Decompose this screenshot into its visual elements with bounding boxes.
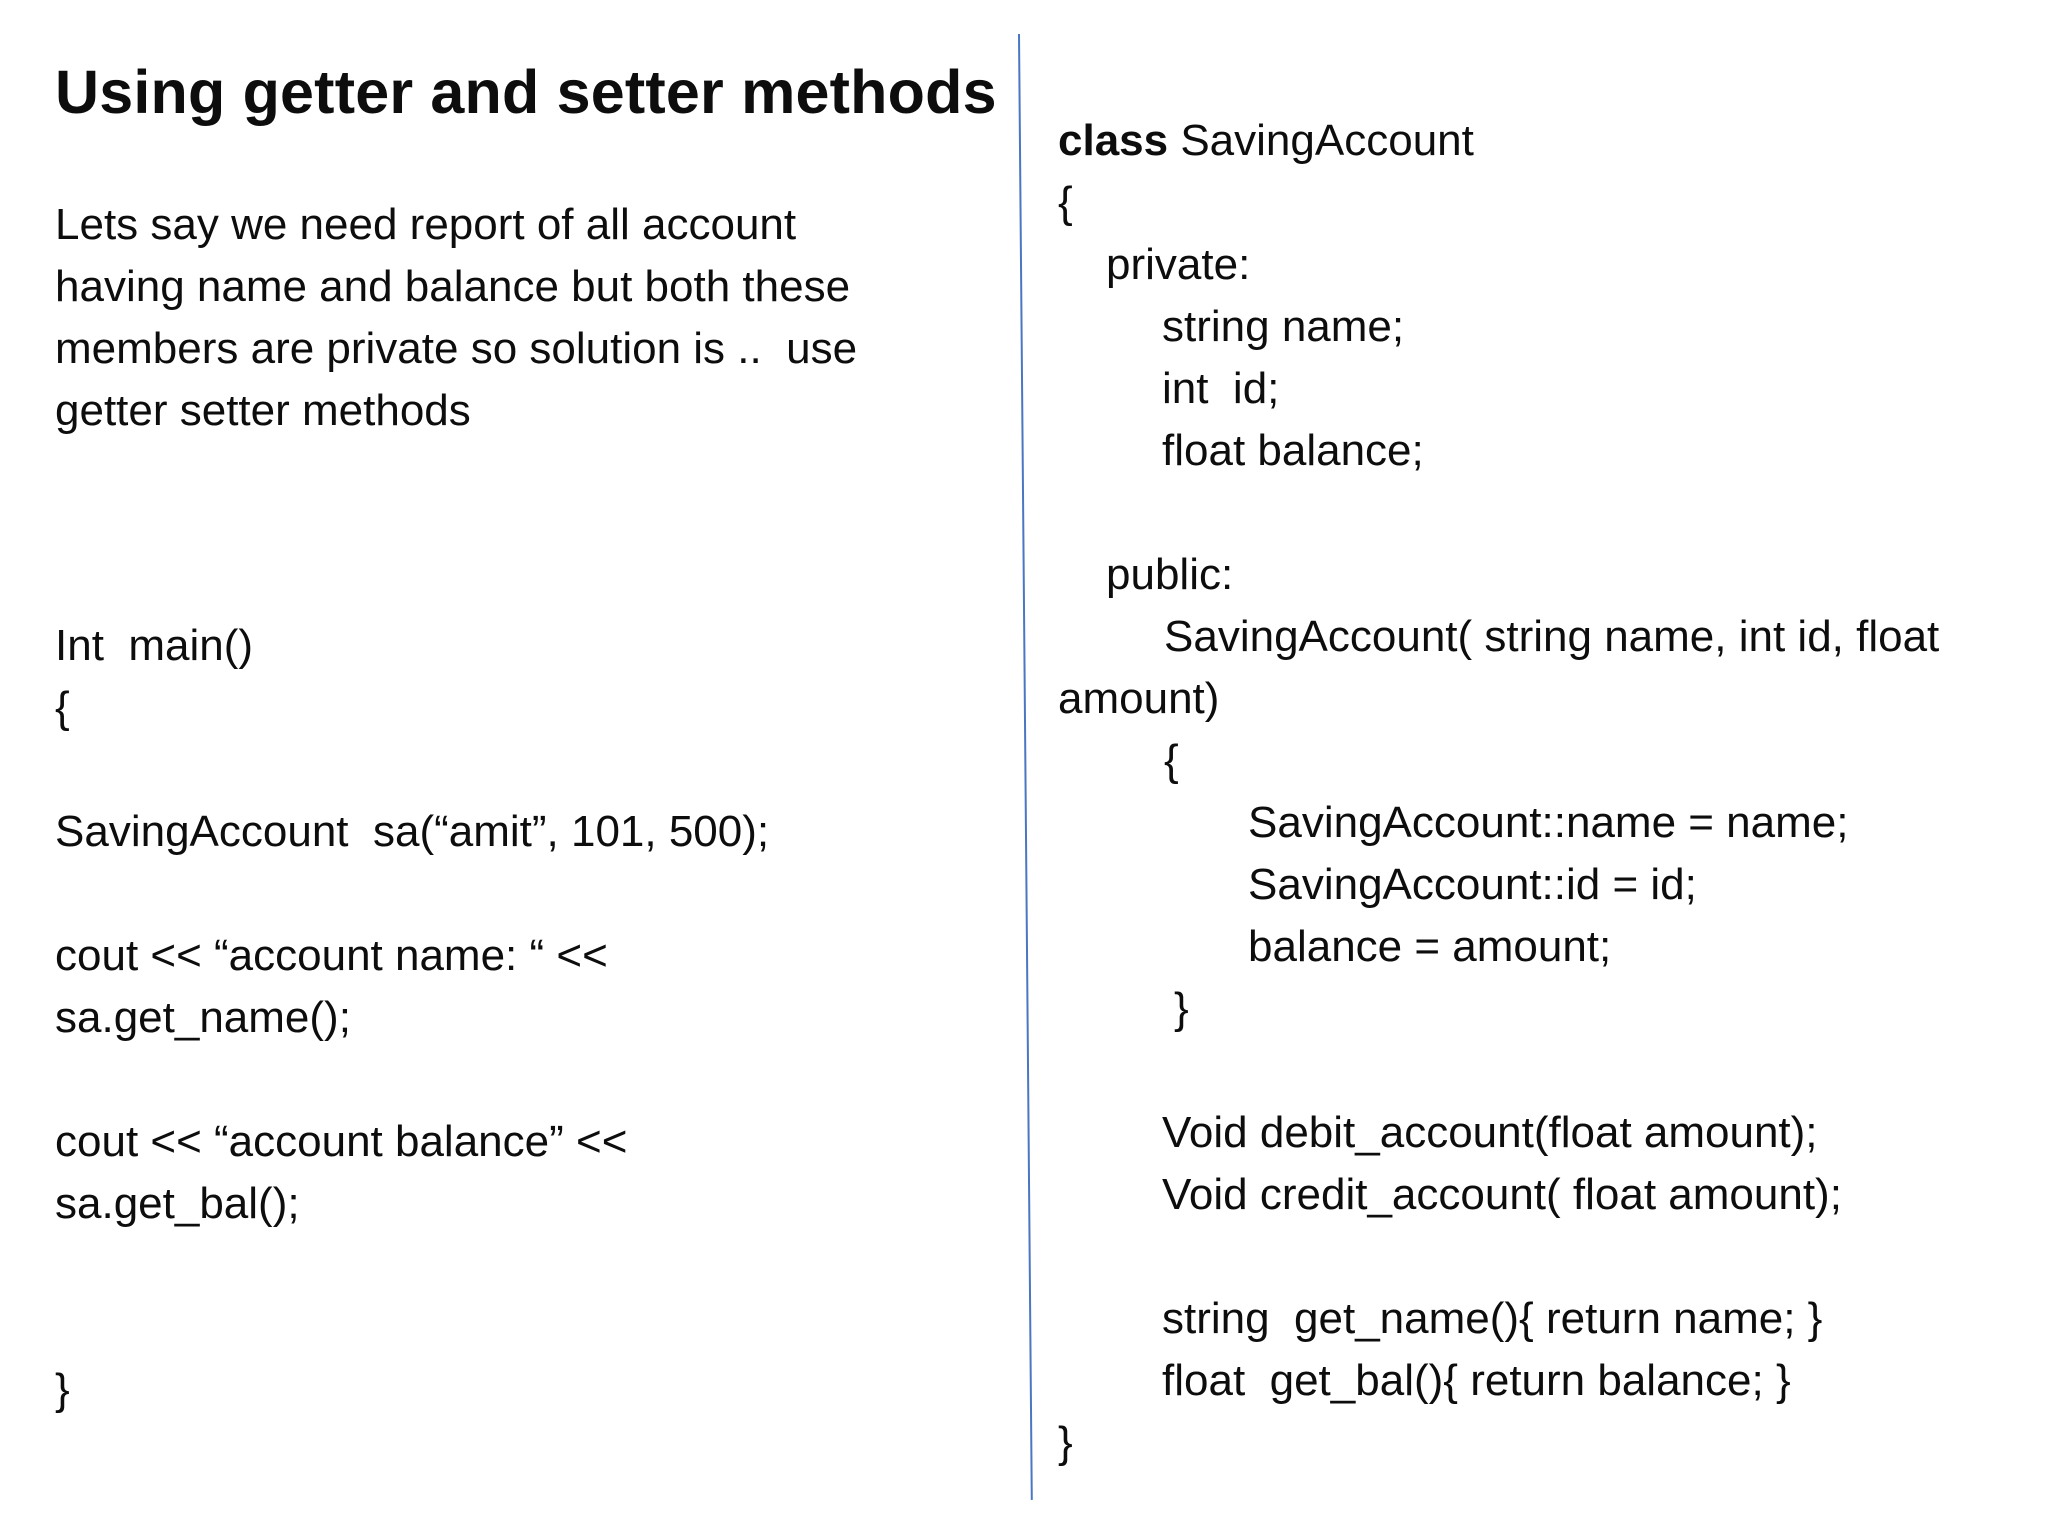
class-name: SavingAccount [1168,116,1474,165]
code-line: float get_bal(){ return balance; } [1162,1356,1791,1405]
code-line: Void debit_account(float amount); [1162,1108,1818,1157]
intro-line: having name and balance but both these [55,262,851,311]
code-line: { [55,683,70,732]
code-line: cout << “account name: “ << [55,931,608,980]
code-line: sa.get_name(); [55,993,351,1042]
intro-line: getter setter methods [55,386,471,435]
intro-line: Lets say we need report of all account [55,200,797,249]
code-line: SavingAccount::name = name; [1248,798,1849,847]
code-line: Void credit_account( float amount); [1162,1170,1842,1219]
code-line: cout << “account balance” << [55,1117,628,1166]
intro-paragraph [55,194,955,442]
code-line: float balance; [1162,426,1424,475]
code-line: } [1058,1418,1073,1467]
code-line: } [1174,984,1189,1033]
class-keyword: class [1058,116,1169,165]
intro-line: members are private so solution is .. use [55,324,858,373]
code-line: } [55,1365,70,1414]
slide-title: Using getter and setter methods [55,58,997,126]
code-line: sa.get_bal(); [55,1179,300,1228]
code-line: { [1058,178,1073,227]
code-line: amount) [1058,674,1220,723]
column-divider [1018,34,1033,1500]
code-line: balance = amount; [1248,922,1612,971]
code-line: string get_name(){ return name; } [1162,1294,1823,1343]
code-line: SavingAccount sa(“amit”, 101, 500); [55,807,770,856]
code-line: Int main() [55,621,254,670]
code-line: string name; [1162,302,1405,351]
class-header-line [1058,110,1474,172]
code-line: SavingAccount::id = id; [1248,860,1697,909]
code-line: int id; [1162,364,1280,413]
code-line: SavingAccount( string name, int id, float [1164,612,1940,661]
code-line: private: [1106,240,1251,289]
code-line: { [1164,736,1179,785]
code-line: public: [1106,550,1234,599]
